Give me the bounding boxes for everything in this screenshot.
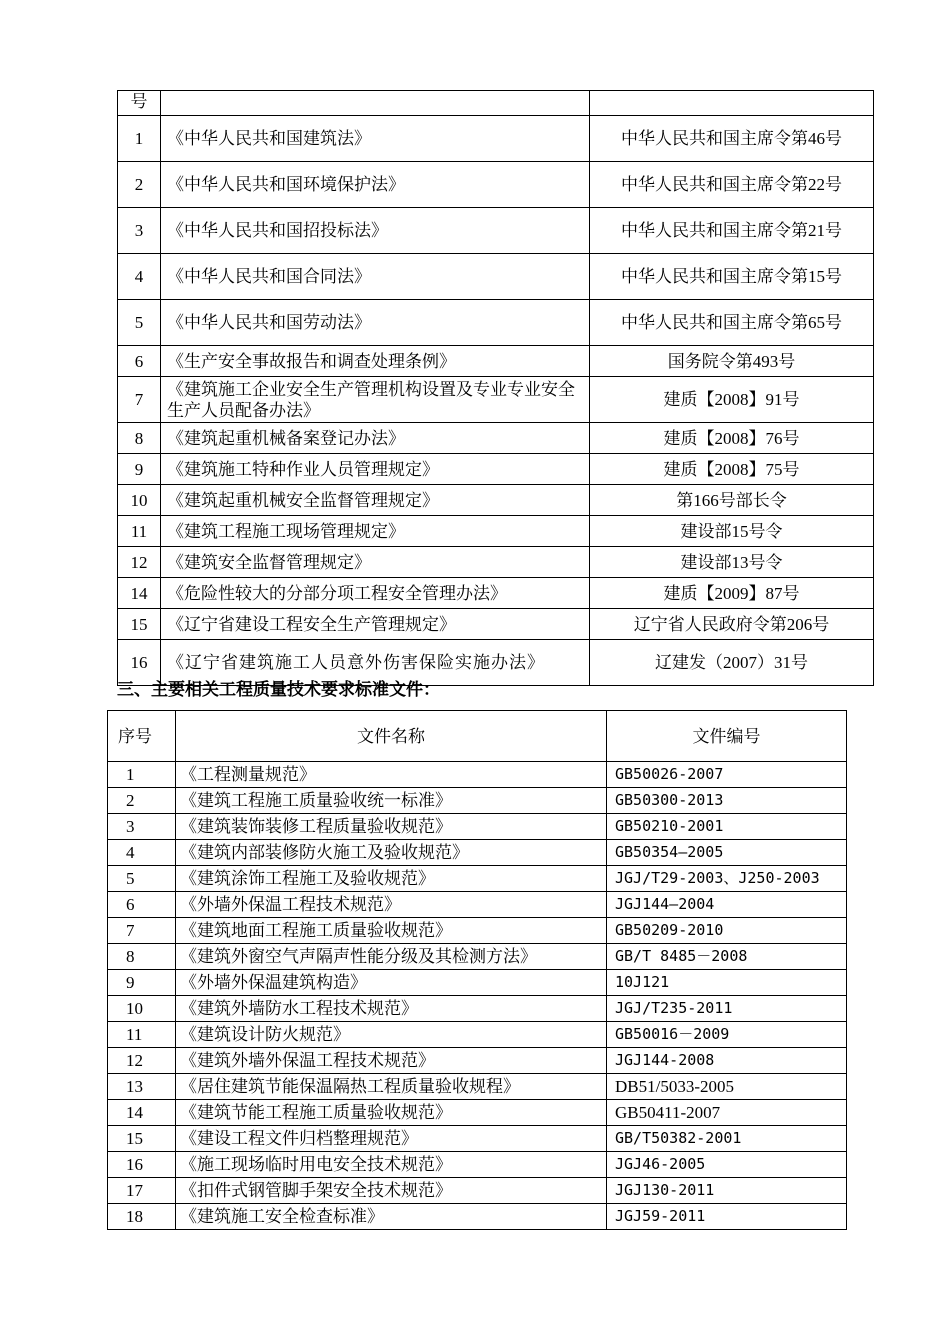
table-row <box>108 996 847 1022</box>
table-row <box>108 814 847 840</box>
header-code: 文件编号 <box>607 711 847 762</box>
cell-name: 《外墙外保温工程技术规范》 <box>176 892 607 918</box>
cell-name: 《建筑起重机械备案登记办法》 <box>161 423 590 454</box>
table-row <box>108 1100 847 1126</box>
cell-code: JGJ/T235-2011 <box>607 996 847 1022</box>
table-row <box>118 162 874 208</box>
cell-code: 国务院令第493号 <box>590 346 874 377</box>
cell-code: GB50354—2005 <box>607 840 847 866</box>
standards-table <box>107 710 847 1230</box>
table-row <box>108 1022 847 1048</box>
cell-no: 6 <box>108 892 176 918</box>
cell-name: 《工程测量规范》 <box>176 762 607 788</box>
cell-name: 《危险性较大的分部分项工程安全管理办法》 <box>161 578 590 609</box>
cell-code: JGJ/T29-2003、J250-2003 <box>607 866 847 892</box>
cell-code: 建设部15号令 <box>590 516 874 547</box>
cell-name: 《建筑地面工程施工质量验收规范》 <box>176 918 607 944</box>
cell-no: 2 <box>108 788 176 814</box>
table-row <box>108 892 847 918</box>
table-row <box>108 1126 847 1152</box>
table-row <box>118 116 874 162</box>
cell-name: 《建筑工程施工现场管理规定》 <box>161 516 590 547</box>
cell-no: 8 <box>118 423 161 454</box>
cell-no: 7 <box>108 918 176 944</box>
cell-code: JGJ46-2005 <box>607 1152 847 1178</box>
cell-name: 《建筑安全监督管理规定》 <box>161 547 590 578</box>
cell-name: 《建筑外墙防水工程技术规范》 <box>176 996 607 1022</box>
cell-no: 11 <box>118 516 161 547</box>
cell-code: JGJ59-2011 <box>607 1204 847 1230</box>
cell-code: 中华人民共和国主席令第21号 <box>590 208 874 254</box>
table-row <box>108 1152 847 1178</box>
cell-name: 《居住建筑节能保温隔热工程质量验收规程》 <box>176 1074 607 1100</box>
cell-no: 16 <box>108 1152 176 1178</box>
cell-name: 《建筑施工特种作业人员管理规定》 <box>161 454 590 485</box>
cell-code: GB50026-2007 <box>607 762 847 788</box>
cell-name: 《建筑外墙外保温工程技术规范》 <box>176 1048 607 1074</box>
cell-no: 3 <box>108 814 176 840</box>
table-row <box>118 516 874 547</box>
cell-name: 《辽宁省建设工程安全生产管理规定》 <box>161 609 590 640</box>
cell-code: DB51/5033-2005 <box>607 1074 847 1100</box>
table-row <box>118 609 874 640</box>
table-row <box>108 1048 847 1074</box>
cell-name: 《建筑设计防火规范》 <box>176 1022 607 1048</box>
table-row <box>108 1178 847 1204</box>
table-row <box>108 788 847 814</box>
cell-no: 18 <box>108 1204 176 1230</box>
cell-code: JGJ144-2008 <box>607 1048 847 1074</box>
cell-no: 6 <box>118 346 161 377</box>
cell-code: JGJ130-2011 <box>607 1178 847 1204</box>
cell-no: 9 <box>108 970 176 996</box>
cell-code: 建质【2009】87号 <box>590 578 874 609</box>
laws-table <box>117 90 874 686</box>
table-row <box>108 762 847 788</box>
table-row <box>118 485 874 516</box>
cell-no: 12 <box>108 1048 176 1074</box>
cell-name: 《扣件式钢管脚手架安全技术规范》 <box>176 1178 607 1204</box>
cell-name: 《建筑内部装修防火施工及验收规范》 <box>176 840 607 866</box>
cell-name: 《建筑外窗空气声隔声性能分级及其检测方法》 <box>176 944 607 970</box>
cell-name: 《建筑工程施工质量验收统一标准》 <box>176 788 607 814</box>
cell-code: GB50016－2009 <box>607 1022 847 1048</box>
header-no-fragment: 号 <box>118 91 161 116</box>
cell-code: 中华人民共和国主席令第22号 <box>590 162 874 208</box>
cell-no: 9 <box>118 454 161 485</box>
cell-name: 《建筑涂饰工程施工及验收规范》 <box>176 866 607 892</box>
cell-code: 建设部13号令 <box>590 547 874 578</box>
table-row <box>118 423 874 454</box>
table-row <box>108 866 847 892</box>
cell-no: 14 <box>118 578 161 609</box>
cell-no: 5 <box>108 866 176 892</box>
section-title: 三、主要相关工程质量技术要求标准文件： <box>117 680 440 699</box>
header-no: 序号 <box>108 711 176 762</box>
table-row <box>108 1074 847 1100</box>
cell-code: GB50210-2001 <box>607 814 847 840</box>
cell-no: 15 <box>108 1126 176 1152</box>
cell-name: 《中华人民共和国环境保护法》 <box>161 162 590 208</box>
cell-code: 中华人民共和国主席令第15号 <box>590 254 874 300</box>
cell-code: GB50300-2013 <box>607 788 847 814</box>
cell-name: 《建筑节能工程施工质量验收规范》 <box>176 1100 607 1126</box>
table-row <box>118 547 874 578</box>
table-row <box>118 377 874 423</box>
cell-code: 建质【2008】75号 <box>590 454 874 485</box>
cell-no: 16 <box>118 640 161 686</box>
cell-code: 辽宁省人民政府令第206号 <box>590 609 874 640</box>
table-row <box>118 454 874 485</box>
cell-no: 3 <box>118 208 161 254</box>
cell-no: 4 <box>118 254 161 300</box>
table-header-row <box>108 711 847 762</box>
cell-code: GB50209-2010 <box>607 918 847 944</box>
header-name: 文件名称 <box>176 711 607 762</box>
cell-code: GB/T 8485－2008 <box>607 944 847 970</box>
cell-code: GB/T50382-2001 <box>607 1126 847 1152</box>
table-row <box>118 254 874 300</box>
cell-no: 4 <box>108 840 176 866</box>
cell-name: 《辽宁省建筑施工人员意外伤害保险实施办法》 <box>161 640 590 686</box>
cell-name: 《中华人民共和国合同法》 <box>161 254 590 300</box>
cell-code: 中华人民共和国主席令第46号 <box>590 116 874 162</box>
cell-no: 15 <box>118 609 161 640</box>
cell-no: 14 <box>108 1100 176 1126</box>
cell-no: 10 <box>108 996 176 1022</box>
cell-no: 5 <box>118 300 161 346</box>
cell-code: 建质【2008】91号 <box>590 377 874 423</box>
cell-name: 《外墙外保温建筑构造》 <box>176 970 607 996</box>
cell-no: 12 <box>118 547 161 578</box>
cell-name: 《中华人民共和国劳动法》 <box>161 300 590 346</box>
table-header-row <box>118 91 874 116</box>
cell-name: 《建筑施工企业安全生产管理机构设置及专业专业安全生产人员配备办法》 <box>161 377 590 423</box>
table-row <box>108 840 847 866</box>
table-row <box>108 1204 847 1230</box>
cell-name: 《中华人民共和国建筑法》 <box>161 116 590 162</box>
cell-no: 13 <box>108 1074 176 1100</box>
cell-code: 建质【2008】76号 <box>590 423 874 454</box>
cell-no: 11 <box>108 1022 176 1048</box>
table-row <box>118 578 874 609</box>
cell-name: 《中华人民共和国招投标法》 <box>161 208 590 254</box>
cell-no: 8 <box>108 944 176 970</box>
cell-code: 10J121 <box>607 970 847 996</box>
cell-name: 《施工现场临时用电安全技术规范》 <box>176 1152 607 1178</box>
table-row <box>108 918 847 944</box>
cell-no: 2 <box>118 162 161 208</box>
cell-code: GB50411-2007 <box>607 1100 847 1126</box>
cell-no: 10 <box>118 485 161 516</box>
table-row <box>118 346 874 377</box>
cell-no: 1 <box>108 762 176 788</box>
cell-code: 中华人民共和国主席令第65号 <box>590 300 874 346</box>
cell-name: 《建筑装饰装修工程质量验收规范》 <box>176 814 607 840</box>
cell-code: 辽建发（2007）31号 <box>590 640 874 686</box>
cell-name: 《建筑施工安全检查标准》 <box>176 1204 607 1230</box>
table-row <box>108 944 847 970</box>
table-row <box>118 300 874 346</box>
cell-name: 《生产安全事故报告和调查处理条例》 <box>161 346 590 377</box>
cell-name: 《建筑起重机械安全监督管理规定》 <box>161 485 590 516</box>
cell-no: 1 <box>118 116 161 162</box>
table-row <box>118 208 874 254</box>
cell-code: JGJ144—2004 <box>607 892 847 918</box>
cell-code: 第166号部长令 <box>590 485 874 516</box>
cell-no: 17 <box>108 1178 176 1204</box>
cell-no: 7 <box>118 377 161 423</box>
table-row <box>108 970 847 996</box>
cell-name: 《建设工程文件归档整理规范》 <box>176 1126 607 1152</box>
